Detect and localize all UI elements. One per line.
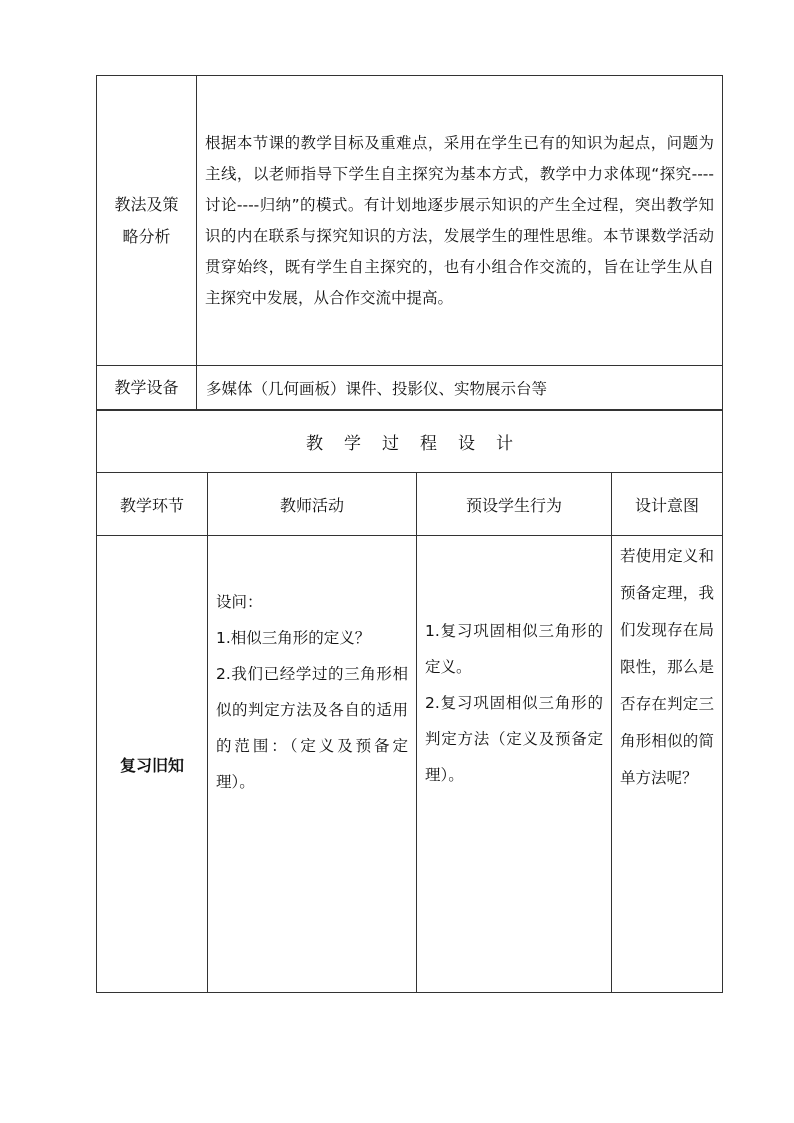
equipment-label: 教学设备	[97, 366, 197, 410]
method-label	[97, 76, 197, 366]
column-header-teacher: 教师活动	[208, 473, 417, 536]
teacher-line: 2.我们已经学过的三角形相似的判定方法及各自的适用的范围：（定义及预备定理）。	[216, 665, 408, 791]
equipment-row	[97, 366, 723, 410]
process-heading: 教学过程设计	[97, 411, 723, 473]
method-content: 根据本节课的教学目标及重难点，采用在学生已有的知识为起点，问题为主线，以老师指导下学生自主探究为基本方式，教学中力求体现“探究----讨论----归纳”的模式。有计划地逐步展示知识的产生全过程，突出教学知识的内在联系与探究知识的方法，发展学生的理性思维。本节课数学活动贯穿始终，既有学生自主探究的，也有小组合作交流的，旨在让学生从自主探究中发展，从合作交流中提高。	[197, 76, 723, 366]
review-student-behavior	[417, 536, 612, 993]
column-header-student: 预设学生行为	[417, 473, 612, 536]
column-header-row	[97, 473, 723, 536]
review-design-intent: 若使用定义和预备定理，我们发现存在局限性，那么是否存在判定三角形相似的简单方法呢？	[612, 536, 723, 993]
review-stage: 复习旧知	[97, 536, 208, 993]
review-row	[97, 536, 723, 993]
method-row	[97, 76, 723, 366]
method-label-line2: 略分析	[122, 226, 171, 246]
teacher-line: 1.相似三角形的定义？	[216, 629, 371, 647]
method-label-line1: 教法及策	[114, 194, 179, 214]
process-table	[96, 410, 723, 993]
process-heading-row	[97, 411, 723, 473]
teacher-line: 设问：	[216, 593, 263, 611]
review-teacher-activity	[208, 536, 417, 993]
equipment-content: 多媒体（几何画板）课件、投影仪、实物展示台等	[197, 366, 723, 410]
strategy-table	[96, 75, 723, 410]
column-header-stage: 教学环节	[97, 473, 208, 536]
column-header-intent: 设计意图	[612, 473, 723, 536]
student-line: 1.复习巩固相似三角形的定义。	[425, 622, 603, 676]
student-line: 2.复习巩固相似三角形的判定方法（定义及预备定理）。	[425, 694, 603, 784]
